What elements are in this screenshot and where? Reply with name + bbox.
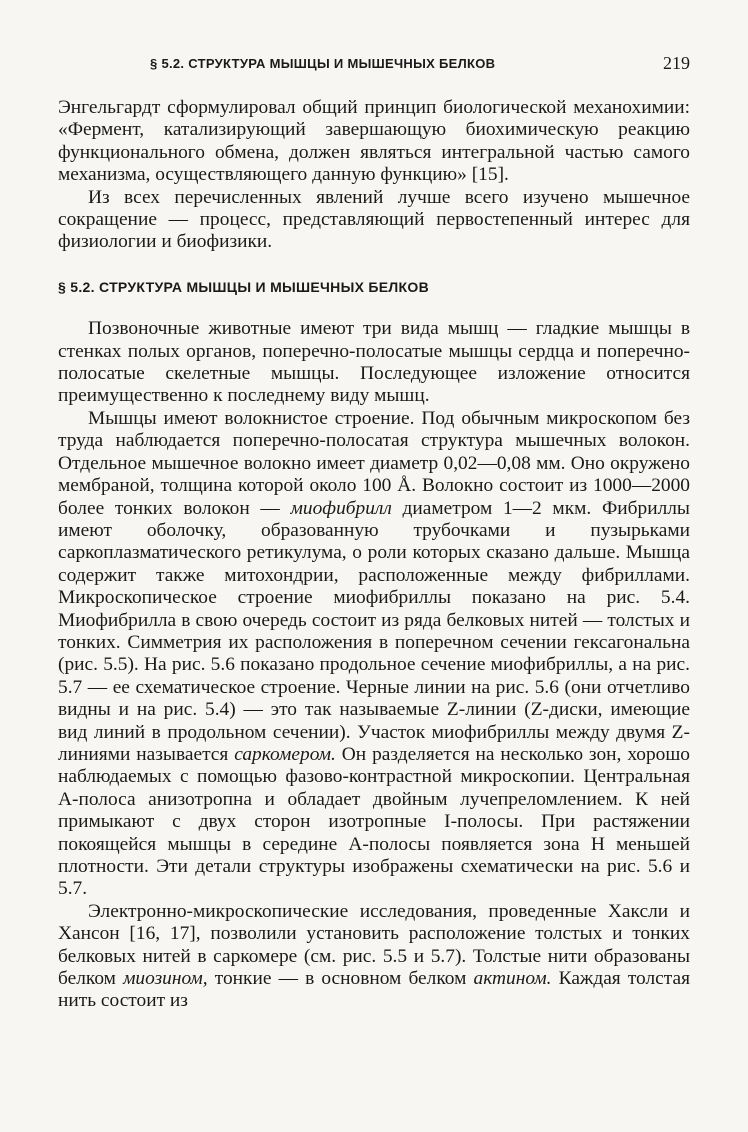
term-sarcomere: саркомером. — [234, 743, 336, 765]
paragraph-5-text-a: Электронно-микроскопические исследования, проведенные Хаксли и Хансон [16, 17], позволили установить расположение толстых и тонких белковых нитей в саркомере (см. рис. 5.5 и 5.7). Толстые нити образованы белком — [58, 900, 690, 990]
paragraph-4-text-b: диаметром 1—2 мкм. Фибриллы имеют оболочку, образованную трубочками и пузырьками саркоплазматического ретикулума, о роли которых сказано дальше. Мышца содержит также митохондрии, расположенные между фибриллами. Микроскопическое строение миофибриллы показано на рис. 5.4. Миофибрилла в свою очередь состоит из ряда белковых нитей — толстых и тонких. Симметрия их расположения в поперечном сечении гексагональна (рис. 5.5). На рис. 5.6 показано продольное сечение миофибриллы, а на рис. 5.7 — ее схематическое строение. Черные линии на рис. 5.6 (они отчетливо видны и на рис. 5.4) — это так называемые Z-линии (Z-диски, имеющие вид линий в продольном сечении). Участок миофибриллы между двумя Z-линиями называется — [58, 497, 690, 765]
paragraph-5 — [58, 901, 690, 1013]
paragraph-4-text-a: Мышцы имеют волокнистое строение. Под обычным микроскопом без труда наблюдается поперечно-полосатая структура мышечных волокон. Отдельное мышечное волокно имеет диаметр 0,02—0,08 мм. Оно окружено мембраной, толщина которой около 100 Å. Волокно состоит из 1000—2000 более тонких волокон — — [58, 407, 690, 519]
term-myosin: миозином, — [123, 968, 208, 990]
paragraph-5-text-b: тонкие — в основном белком — [214, 968, 467, 990]
running-head — [58, 53, 690, 80]
term-actin: актином. — [473, 968, 552, 990]
section-heading: § 5.2. СТРУКТУРА МЫШЦЫ И МЫШЕЧНЫХ БЕЛКОВ — [58, 278, 429, 295]
paragraph-4-text-c: Он разделяется на несколько зон, хорошо наблюдаемых с помощью фазово-контрастной микроскопии. Центральная А-полоса анизотропна и обладает двойным лучепреломлением. К ней примыкают с двух сторон изотропные I-полосы. При растяжении покоящейся мышцы в середине А-полосы появляется зона H меньшей плотности. Эти детали структуры изображены схематически на рис. 5.6 и 5.7. — [58, 743, 690, 900]
paragraph-2: Из всех перечисленных явлений лучше всего изучено мышечное сокращение — процесс, представляющий первостепенный интерес для физиологии и биофизики. — [58, 186, 690, 253]
page-body — [58, 97, 690, 1013]
running-title: § 5.2. СТРУКТУРА МЫШЦЫ И МЫШЕЧНЫХ БЕЛКОВ — [150, 56, 496, 71]
paragraph-5-text-c: Каждая толстая нить состоит из — [58, 968, 691, 1012]
term-myofibril: миофибрилл — [290, 497, 392, 519]
paragraph-4 — [58, 408, 690, 901]
page-number: 219 — [663, 53, 690, 73]
paragraph-1: Энгельгардт сформулировал общий принцип биологической механохимии: «Фермент, катализирующий завершающую биохимическую реакцию функционального обмена, должен являться интегральной частью самого механизма, осуществляющего данную функцию» [15]. — [58, 97, 690, 186]
paragraph-3: Позвоночные животные имеют три вида мышц — гладкие мышцы в стенках полых органов, поперечно-полосатые мышцы сердца и поперечно-полосатые скелетные мышцы. Последующее изложение относится преимущественно к последнему виду мышц. — [58, 318, 690, 407]
